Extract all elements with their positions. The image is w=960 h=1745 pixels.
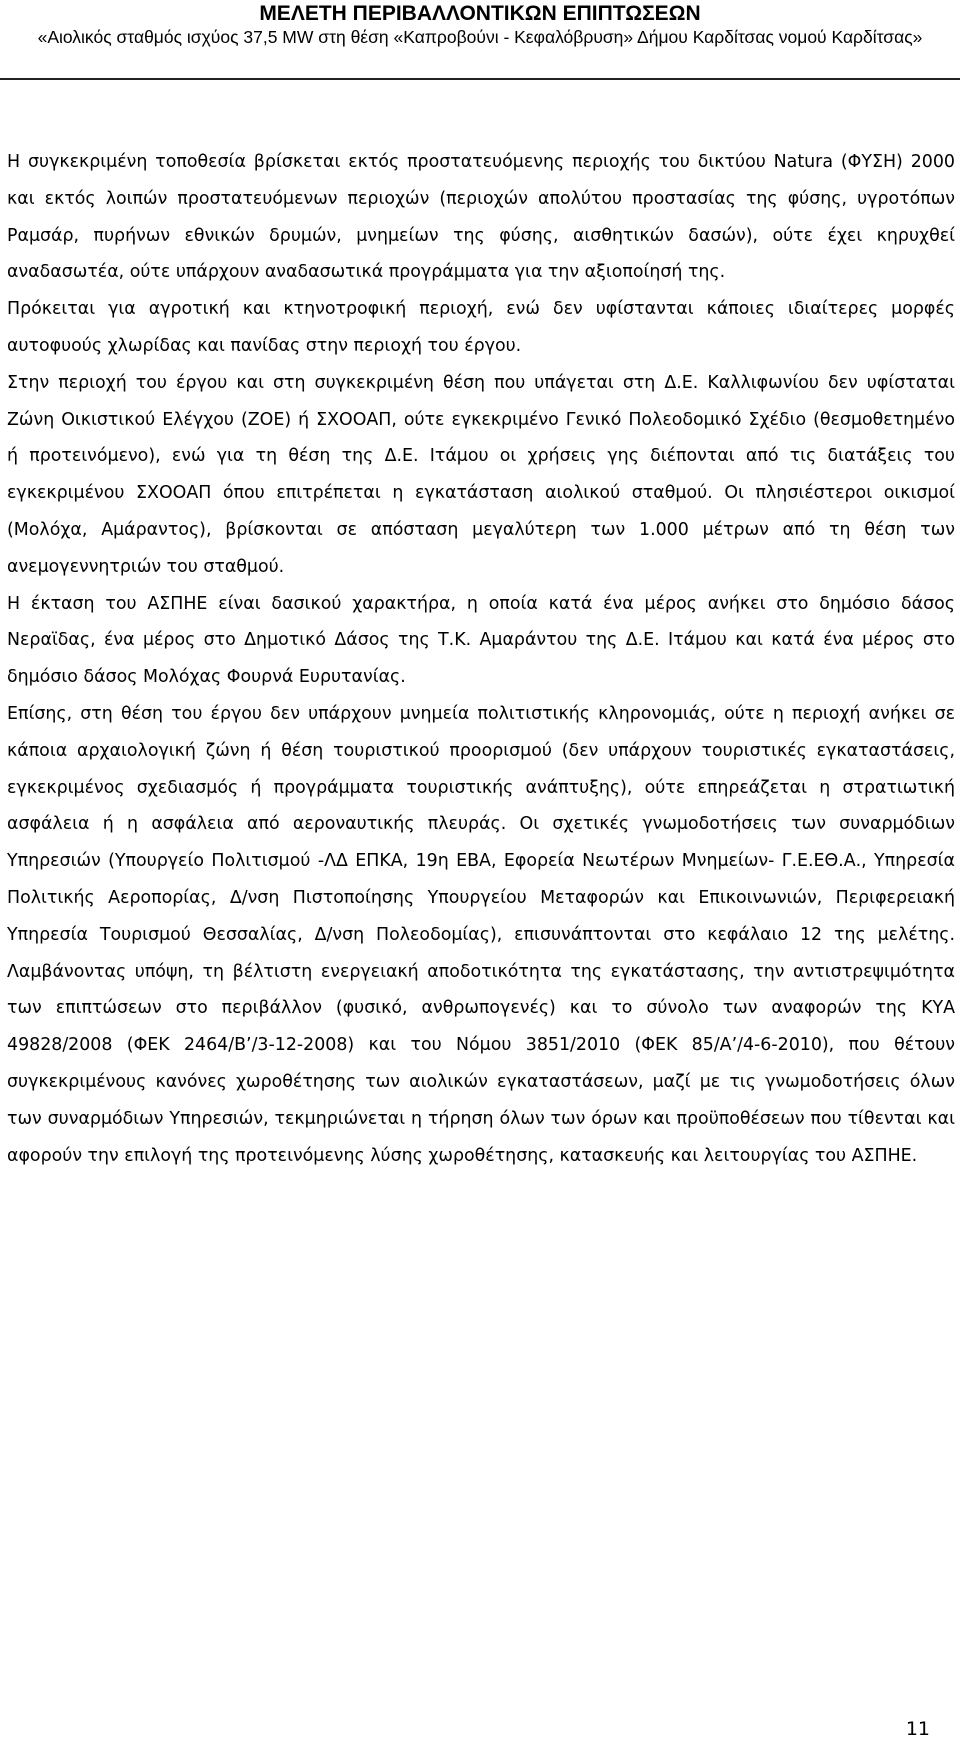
paragraph-cultural-heritage: Επίσης, στη θέση του έργου δεν υπάρχουν μνημεία πολιτιστικής κληρονομιάς, ούτε η περιοχή ανήκει σε κάποια αρχαιολογική ζώνη ή θέση τουριστικού προορισμού (δεν υπάρχουν τουριστικές εγκαταστάσεις, εγκεκριμένος σχεδιασμός ή προγράμματα τουριστικής ανάπτυξης), ούτε επηρεάζεται η στρατιωτική ασφάλεια ή η ασφάλεια από αεροναυτικής πλευράς. Οι σχετικές γνωμοδοτήσεις των συναρμόδιων Υπηρεσιών (Υπουργείο Πολιτισμού -ΛΔ ΕΠΚΑ, 19η ΕΒΑ, Εφορεία Νεωτέρων Μνημείων- Γ.Ε.ΕΘ.Α., Υπηρεσία Πολιτικής Αεροπορίας, Δ/νση Πιστοποίησης Υπουργείου Μεταφορών και Επικοινωνιών, Περιφερειακή Υπηρεσία Τουρισμού Θεσσαλίας, Δ/νση Πολεοδομίας), επισυνάπτονται στο κεφάλαιο 12 της μελέτης. Λαμβάνοντας υπόψη, τη βέλτιστη ενεργειακή αποδοτικότητα της εγκατάστασης, την αντιστρεψιμότητα των επιπτώσεων στο περιβάλλον (φυσικό, ανθρωπογενές) και το σύνολο των αναφορών της ΚΥΑ 49828/2008 (ΦΕΚ 2464/Β’/3-12-2008) και του Νόμου 3851/2010 (ΦΕΚ 85/Α’/4-6-2010), που θέτουν συγκεκριμένους κανόνες χωροθέτησης των αιολικών εγκαταστάσεων, μαζί με τις γνωμοδοτήσεις όλων των συναρμόδιων Υπηρεσιών, τεκμηριώνεται η τήρηση όλων των όρων και προϋποθέσεων που τίθενται και αφορούν την επιλογή της προτεινόμενης λύσης χωροθέτησης, κατασκευής και λειτουργίας του ΑΣΠΗΕ. [7,703,955,1166]
page-number: 11 [905,1718,930,1740]
header-title: ΜΕΛΕΤΗ ΠΕΡΙΒΑΛΛΟΝΤΙΚΩΝ ΕΠΙΠΤΩΣΕΩΝ [259,2,701,25]
paragraph-land-use: Στην περιοχή του έργου και στη συγκεκριμένη θέση που υπάγεται στη Δ.Ε. Καλλιφωνίου δεν υφίσταται Ζώνη Οικιστικού Ελέγχου (ΖΟΕ) ή ΣΧΟΟΑΠ, ούτε εγκεκριμένο Γενικό Πολεοδομικό Σχέδιο (θεσμοθετημένο ή προτεινόμενο), ενώ για τη θέση της Δ.Ε. Ιτάμου οι χρήσεις γης διέπονται από τις διατάξεις του εγκεκριμένου ΣΧΟΟΑΠ όπου επιτρέπεται η εγκατάσταση αιολικού σταθμού. Οι πλησιέστεροι οικισμοί (Μολόχα, Αμάραντος), βρίσκονται σε απόσταση μεγαλύτερη των 1.000 μέτρων από τη θέση των ανεμογεννητριών του σταθμού. [7,372,955,577]
header-subtitle: «Αιολικός σταθμός ισχύος 37,5 MW στη θέση «Καπροβούνι - Κεφαλόβρυση» Δήμου Καρδίτσας νομού Καρδίτσας» [37,27,923,47]
header-divider [0,78,960,80]
paragraph-agricultural-area: Πρόκειται για αγροτική και κτηνοτροφική περιοχή, ενώ δεν υφίστανται κάποιες ιδιαίτερες μορφές αυτοφυούς χλωρίδας και πανίδας στην περιοχή του έργου. [7,299,955,356]
paragraph-natura: Η συγκεκριμένη τοποθεσία βρίσκεται εκτός προστατευόμενης περιοχής του δικτύου Natura (ΦΥΣΗ) 2000 και εκτός λοιπών προστατευόμενων περιοχών (περιοχών απολύτου προστασίας της φύσης, υγροτόπων Ραμσάρ, πυρήνων εθνικών δρυμών, μνημείων της φύσης, αισθητικών δασών), ούτε έχει κηρυχθεί αναδασωτέα, ούτε υπάρχουν αναδασωτικά προγράμματα για την αξιοποίησή της. [7,152,955,283]
document-body [7,144,955,1174]
paragraph-forest-area: Η έκταση του ΑΣΠΗΕ είναι δασικού χαρακτήρα, η οποία κατά ένα μέρος ανήκει στο δημόσιο δάσος Νεραϊδας, ένα μέρος στο Δημοτικό Δάσος της Τ.Κ. Αμαράντου της Δ.Ε. Ιτάμου και κατά ένα μέρος στο δημόσιο δάσος Μολόχας Φουρνά Ευρυτανίας. [7,593,955,688]
document-header [0,0,960,79]
